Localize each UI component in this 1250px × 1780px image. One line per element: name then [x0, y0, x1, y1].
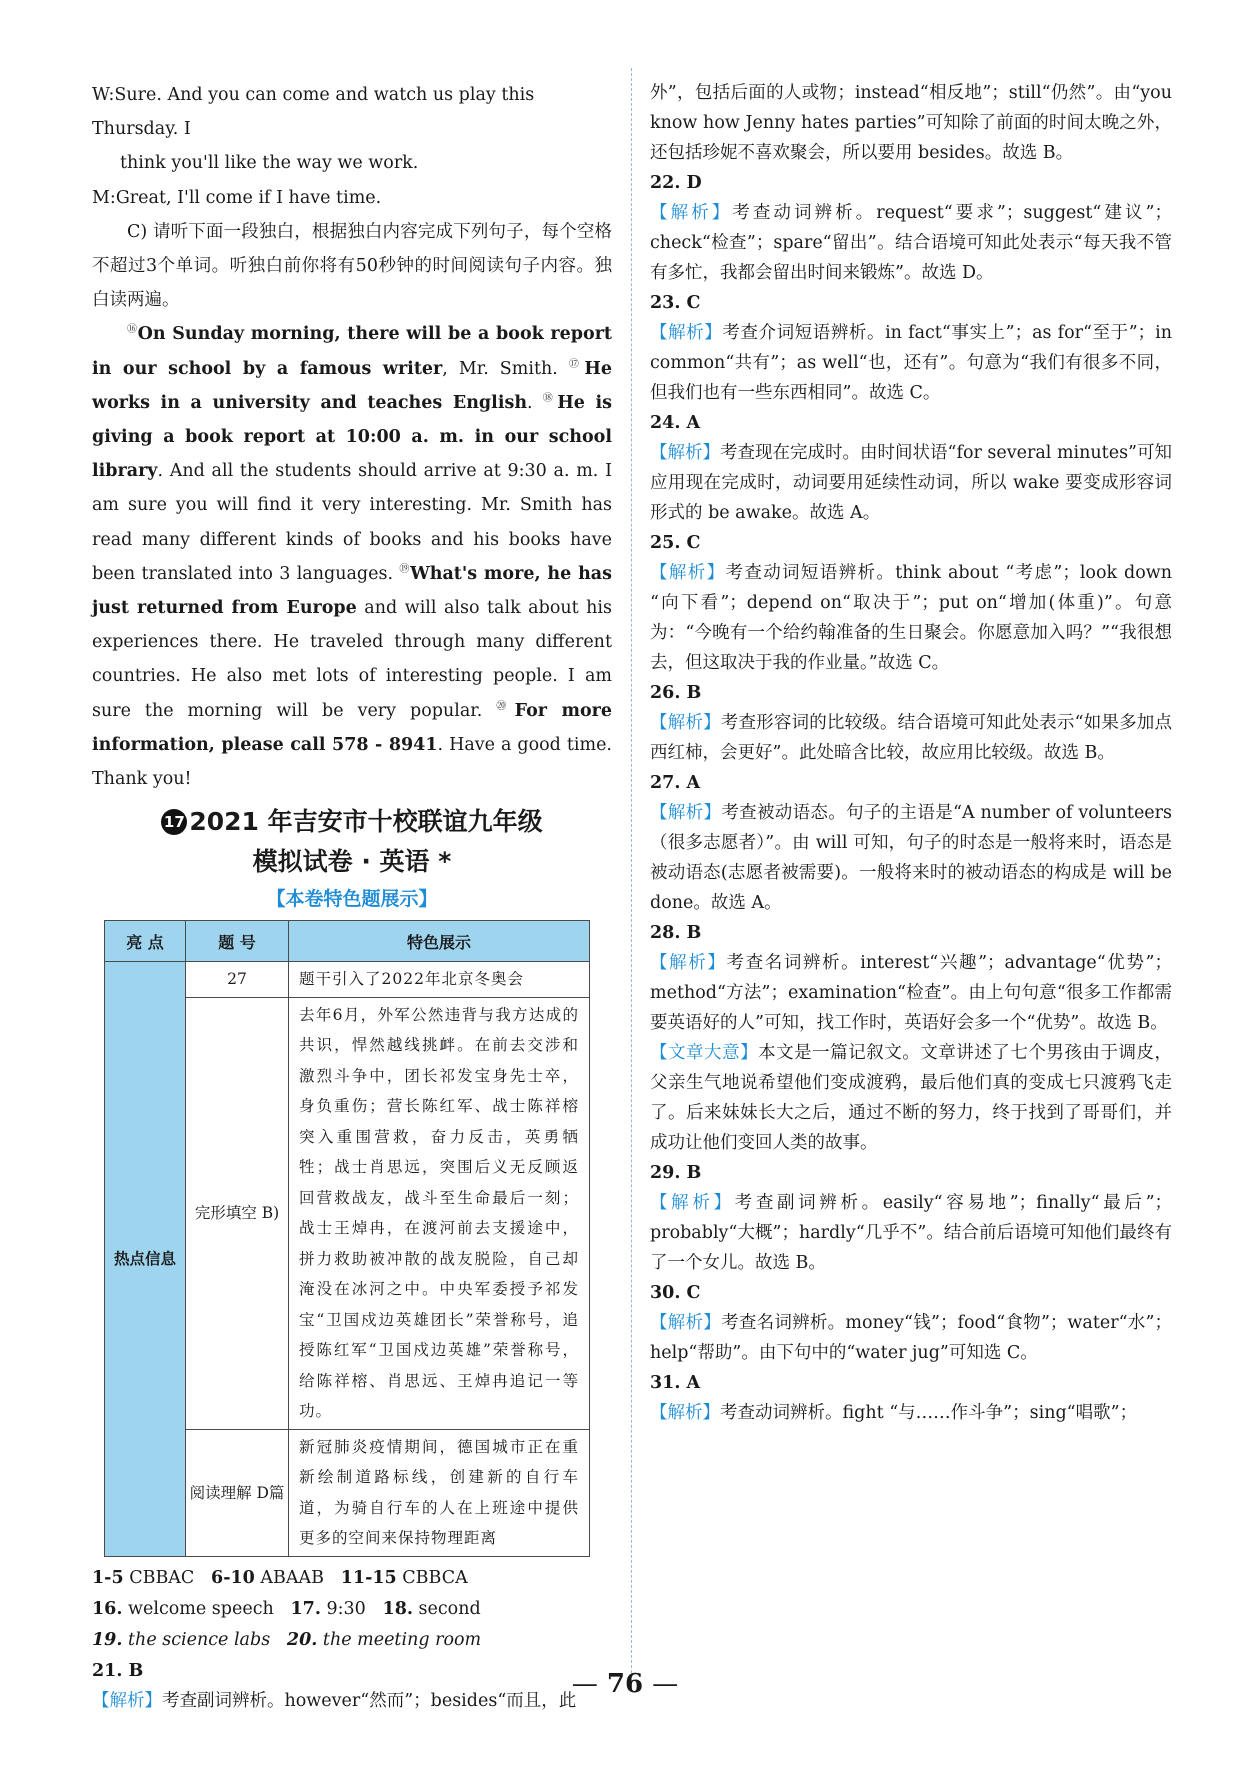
monologue-seg-5: . And all the students should arrive at 9:30 a. m. I am sure you will find it very interesting. Mr. Smith has read many different kinds of books and his books have been translated into 3 languages.	[92, 461, 612, 584]
answer-line-1	[92, 1563, 612, 1594]
answer-item	[650, 528, 1172, 678]
answer-item	[650, 678, 1172, 768]
marker-20: ⑳	[496, 700, 515, 712]
monologue-seg-1: , Mr. Smith.	[442, 358, 569, 379]
page-number	[560, 1666, 690, 1702]
analysis-text: 考查副词辨析。however“然而”；besides“而且，此	[162, 1690, 577, 1711]
row-2-number: 完形填空 B)	[186, 997, 289, 1429]
monologue-seg-0: On Sunday morning, there will be a book report in our school by a famous writer	[92, 324, 612, 379]
answer-line-3	[92, 1625, 612, 1656]
question-21-number: 21. B	[92, 1660, 144, 1681]
answer-value-1-5: CBBAC	[123, 1567, 195, 1588]
answer-analysis	[650, 438, 1172, 528]
answer-value-20: the meeting room	[317, 1629, 482, 1650]
analysis-tag: 【解析】	[650, 323, 723, 343]
exam-title-line-1	[92, 802, 612, 842]
answer-key-17: 17.	[290, 1598, 321, 1619]
feature-table-header	[105, 921, 590, 962]
dialog-line-1-cont: think you'll like the way we work.	[120, 153, 419, 174]
answer-item	[650, 768, 1172, 918]
exam-title-text-1: 2021 年吉安市十校联谊九年级	[189, 807, 543, 837]
answer-number: 25. C	[650, 533, 701, 553]
monologue	[92, 317, 612, 796]
answer-key-6-10: 6-10	[211, 1567, 255, 1588]
answer-key-19: 19.	[92, 1629, 123, 1650]
column-divider	[631, 68, 632, 1673]
answer-analysis	[650, 798, 1172, 918]
passage-summary	[650, 1038, 1172, 1158]
answer-key	[92, 1563, 612, 1716]
analysis-text: 考查名词辨析。money“钱”；food“食物”；water“水”；help“帮助”。由下句中的“water jug”可知选 C。	[650, 1313, 1172, 1363]
answer-value-11-15: CBBCA	[396, 1567, 468, 1588]
dialog-line-1	[92, 78, 612, 181]
answer-item	[650, 288, 1172, 408]
monologue-seg-2: He works in a university and teaches English	[92, 358, 613, 413]
analysis-tag: 【解析】	[650, 953, 727, 973]
answer-item	[650, 1368, 1172, 1428]
answer-value-18: second	[412, 1598, 481, 1619]
answer-analysis	[650, 1398, 1172, 1428]
table-row	[105, 962, 590, 998]
summary-body: 本文是一篇记叙文。文章讲述了七个男孩由于调皮，父亲生气地说希望他们变成渡鸦，最后他们真的变成七只渡鸦飞走了。后来妹妹长大之后，通过不断的努力，终于找到了哥哥们，并成功让他们变回人类的故事。	[650, 1043, 1173, 1153]
analysis-text: 考查动词短语辨析。think about “考虑”；look down “向下看”；depend on“取决于”；put on“增加(体重)”。句意为：“今晚有一个给约翰准备的生日聚会。你愿意加入吗？”“我很想去，但这取决于我的作业量。”故选 C。	[650, 563, 1173, 673]
marker-18: ⑱	[542, 393, 558, 404]
answer-number: 29. B	[650, 1163, 702, 1183]
answer-analysis	[650, 708, 1172, 768]
marker-19: ⑲	[399, 564, 411, 576]
row-1-desc: 题干引入了2022年北京冬奥会	[289, 962, 590, 998]
answer-analysis	[650, 558, 1172, 678]
answer-value-16: welcome speech	[122, 1598, 274, 1619]
analysis-tag: 【解析】	[650, 1313, 722, 1333]
analysis-text: 考查现在完成时。由时间状语“for several minutes”可知应用现在完成时，动词要用延续性动词，所以 wake 要变成形容词形式的 be awake。故选 A。	[650, 443, 1173, 523]
page-number-value: 76	[606, 1669, 644, 1699]
right-column	[650, 78, 1172, 1428]
row-1-number: 27	[186, 962, 289, 998]
dialog-line-1-first: W:Sure. And you can come and watch us play this Thursday. I	[92, 85, 535, 140]
answer-item	[650, 408, 1172, 528]
answer-item	[650, 918, 1172, 1038]
answer-analysis	[650, 1188, 1172, 1278]
summary-tag: 【文章大意】	[650, 1043, 759, 1063]
exam-number-badge: 17	[161, 809, 187, 835]
answer-number: 27. A	[650, 773, 701, 793]
question-21-analysis	[92, 1686, 612, 1716]
answer-key-16: 16.	[92, 1598, 123, 1619]
analysis-tag: 【解析】	[650, 443, 721, 463]
answer-number: 28. B	[650, 923, 702, 943]
answer-key-1-5: 1-5	[92, 1567, 124, 1588]
answer-item	[650, 1278, 1172, 1368]
page-dash-right: —	[652, 1669, 679, 1699]
monologue-seg-8: For more information, please call 578 - 8941	[92, 700, 612, 755]
answer-number: 23. C	[650, 293, 701, 313]
dialog-line-2-first: M:Great, I'll come if I have time.	[92, 187, 382, 208]
monologue-seg-6: What's more, he has just returned from Europe	[92, 563, 612, 619]
analysis-text: 考查被动语态。句子的主语是“A number of volunteers（很多志愿者）”。由 will 可知，句子的时态是一般将来时，语态是被动语态(志愿者被需要)。一般将来时的被动语态的构成是 will be done。故选 A。	[650, 803, 1173, 913]
answer-line-2	[92, 1594, 612, 1625]
marker-16: ⑯	[127, 324, 138, 336]
answer-value-17: 9:30	[320, 1598, 366, 1619]
exam-title-line-2: 模拟试卷 · 英语 *	[252, 847, 452, 877]
analysis-tag: 【解析】	[650, 803, 722, 823]
answer-key-18: 18.	[382, 1598, 413, 1619]
header-highlight: 亮 点	[105, 921, 186, 962]
monologue-seg-3: .	[527, 392, 543, 413]
feature-section-label: 【本卷特色题展示】	[266, 888, 438, 911]
answer-number: 26. B	[650, 683, 702, 703]
analysis-tag: 【解析】	[650, 713, 721, 733]
analysis-tag: 【解析】	[650, 1193, 735, 1213]
answer-number: 24. A	[650, 413, 701, 433]
analysis-tag: 【解析】	[650, 1403, 720, 1423]
marker-17: ⑰	[568, 358, 585, 370]
answer-number: 22. D	[650, 173, 702, 193]
hot-info-cell: 热点信息	[105, 962, 186, 1557]
answer-key-20: 20.	[286, 1629, 318, 1650]
row-3-desc: 新冠肺炎疫情期间，德国城市正在重新绘制道路标线，创建新的自行车道，为骑自行车的人在上班途中提供更多的空间来保持物理距离	[289, 1429, 590, 1556]
answer-key-11-15: 11-15	[340, 1567, 397, 1588]
monologue-seg-9: . Have a good time. Thank you!	[92, 734, 612, 790]
page-dash-left: —	[571, 1669, 598, 1699]
dialog-line-2	[92, 181, 612, 215]
analysis-text: 考查动词辨析。fight “与……作斗争”；sing“唱歌”；	[720, 1403, 1138, 1423]
answer-value-6-10: ABAAB	[254, 1567, 325, 1588]
analysis-text: 考查副词辨析。easily“容易地”；finally“最后”；probably“大概”；hardly“几乎不”。结合前后语境可知他们最终有了一个女儿。故选 B。	[650, 1193, 1173, 1273]
analysis-tag: 【解析】	[92, 1690, 162, 1711]
section-c-instruction: C) 请听下面一段独白，根据独白内容完成下列句子，每个空格不超过3个单词。听独白前你将有50秒钟的时间阅读句子内容。独白读两遍。	[92, 221, 612, 311]
analysis-text: 考查介词短语辨析。in fact“事实上”；as for“至于”；in common“共有”；as well“也，还有”。句意为“我们有很多不同，但我们也有一些东西相同”。故选 C。	[650, 323, 1173, 403]
answer-analysis	[650, 318, 1172, 408]
analysis-tag: 【解析】	[650, 563, 726, 583]
monologue-seg-4: He is giving a book report at 10:00 a. m. in our school library	[92, 392, 612, 482]
row-3-number: 阅读理解 D篇	[186, 1429, 289, 1556]
monologue-seg-7: and will also talk about his experiences there. He traveled through many different countries. He also met lots of interesting people. I am sure the morning will be very popular.	[92, 598, 612, 721]
analysis-text: 考查形容词的比较级。结合语境可知此处表示“如果多加点西红柿，会更好”。此处暗含比较，故应用比较级。故选 B。	[650, 713, 1172, 763]
header-question-number: 题 号	[186, 921, 289, 962]
answer-number: 30. C	[650, 1283, 701, 1303]
dialog-block	[92, 78, 612, 215]
answer-analysis	[650, 198, 1172, 288]
row-2-desc: 去年6月，外军公然违背与我方达成的共识，悍然越线挑衅。在前去交涉和激烈斗争中，团长祁发宝身先士卒，身负重伤；营长陈红军、战士陈祥榕突入重围营救，奋力反击，英勇牺牲；战士肖思远，突围后义无反顾返回营救战友，战斗至生命最后一刻；战士王焯冉，在渡河前去支援途中，拼力救助被冲散的战友脱险，自己却淹没在冰河之中。中央军委授予祁发宝“卫国戍边英雄团长”荣誉称号，追授陈红军“卫国戍边英雄”荣誉称号，给陈祥榕、肖思远、王焯冉追记一等功。	[289, 997, 590, 1429]
left-column	[92, 78, 612, 1716]
answer-value-19: the science labs	[122, 1629, 271, 1650]
analysis-tag: 【解析】	[650, 203, 733, 223]
answer-analysis	[650, 1308, 1172, 1368]
answer-item	[650, 1158, 1172, 1278]
analysis-text: 考查名词辨析。interest“兴趣”；advantage“优势”；method“方法”；examination“检查”。由上句句意“很多工作都需要英语好的人”可知，找工作时，英语好会多一个“优势”。故选 B。	[650, 953, 1173, 1033]
analysis-text: 考查动词辨析。request“要求”；suggest“建议”；check“检查”；spare“留出”。结合语境可知此处表示“每天我不管有多忙，我都会留出时间来锻炼”。故选 D。	[650, 203, 1172, 283]
answer-item	[650, 168, 1172, 288]
summary-text	[650, 1038, 1172, 1158]
answer-number: 31. A	[650, 1373, 701, 1393]
answer-analysis	[650, 948, 1172, 1038]
q21-continuation: 外”，包括后面的人或物；instead“相反地”；still“仍然”。由“you know how Jenny hates parties”可知除了前面的时间太晚之外，还包括珍妮不喜欢聚会，所以要用 besides。故选 B。	[650, 83, 1172, 163]
header-feature: 特色展示	[289, 921, 590, 962]
feature-table	[104, 920, 590, 1557]
